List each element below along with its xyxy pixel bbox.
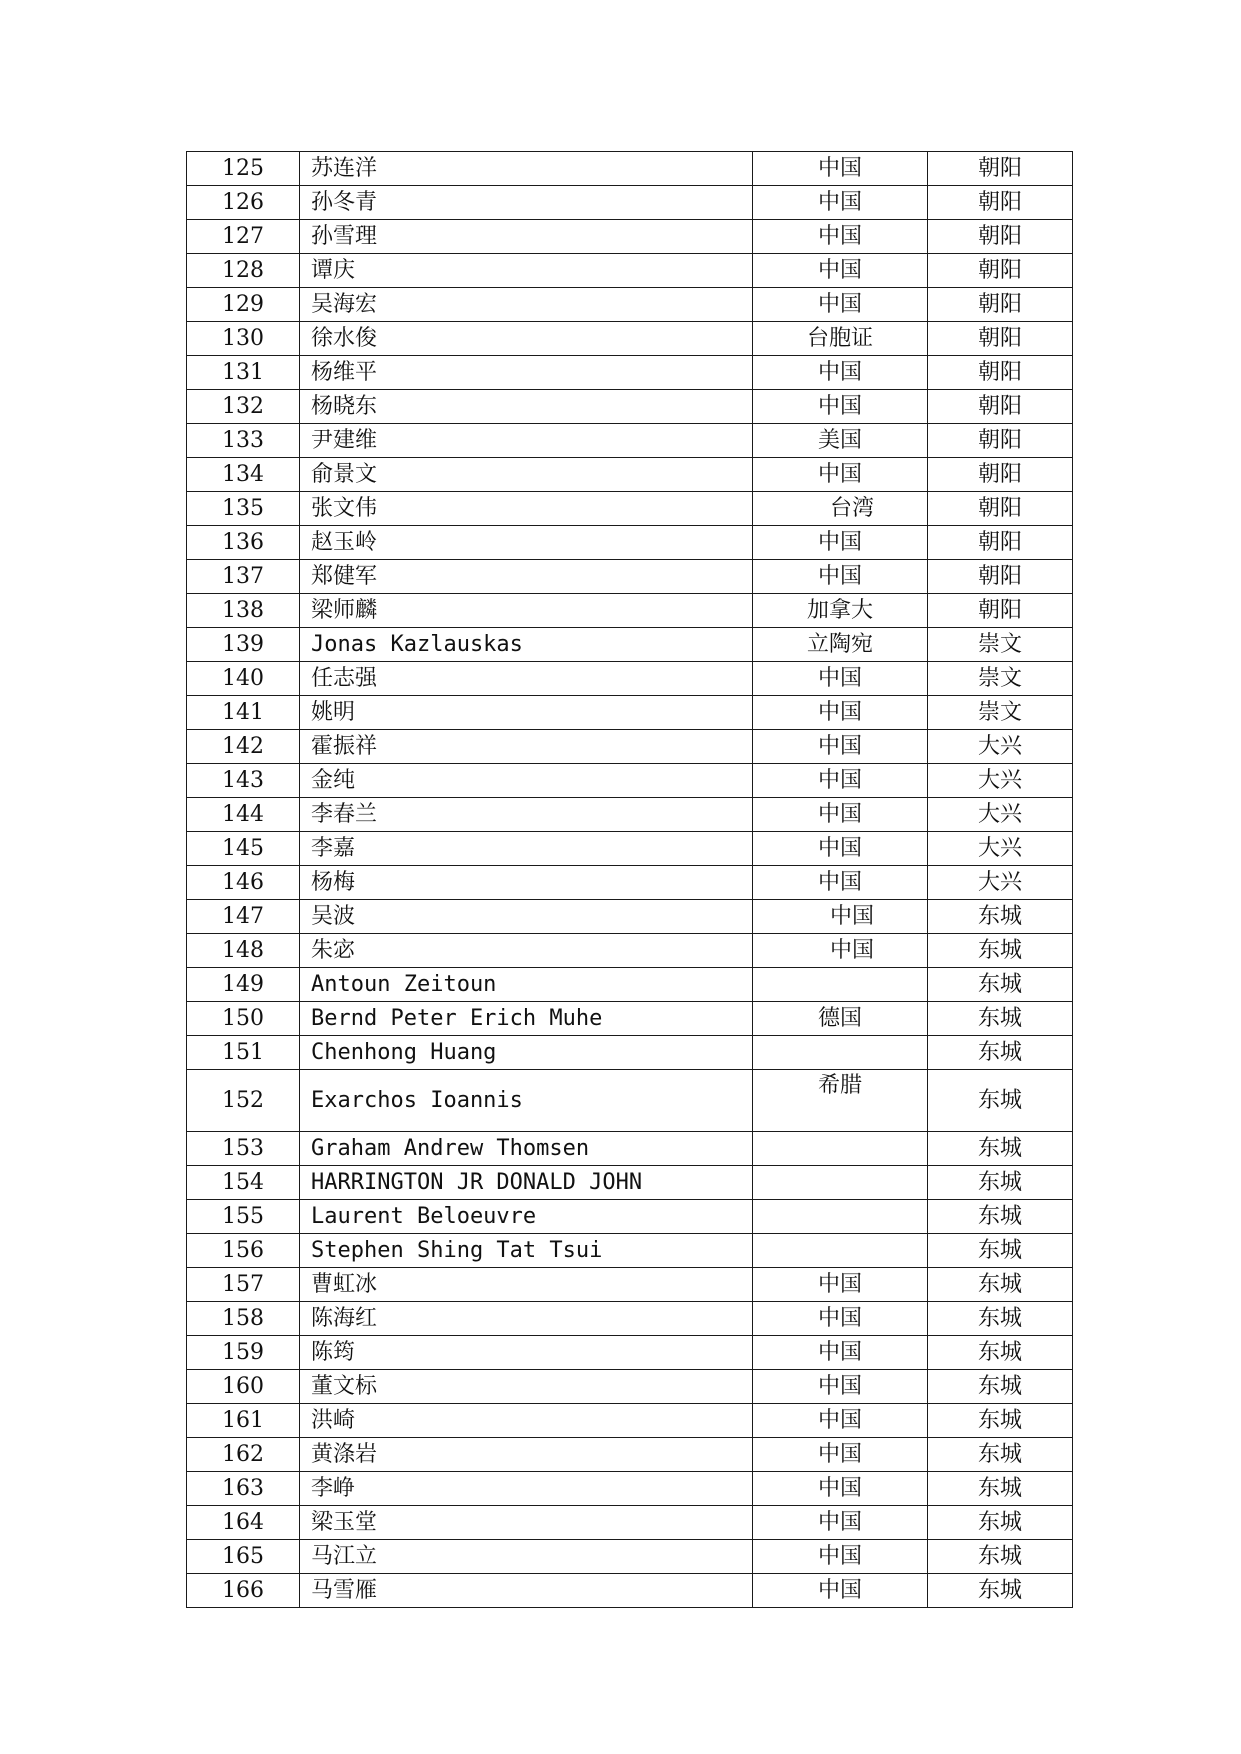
person-name-cell: 任志强 — [300, 662, 753, 696]
district-cell: 东城 — [928, 1438, 1073, 1472]
roster-table — [186, 151, 1073, 1608]
table-row — [187, 968, 1073, 1002]
person-name-cell: 杨梅 — [300, 866, 753, 900]
district-cell: 大兴 — [928, 798, 1073, 832]
district-cell: 朝阳 — [928, 152, 1073, 186]
person-name-cell: 孙冬青 — [300, 186, 753, 220]
country-cell: 中国 — [753, 186, 928, 220]
country-cell: 中国 — [753, 1540, 928, 1574]
country-cell — [753, 1132, 928, 1166]
person-name-cell: 梁师麟 — [300, 594, 753, 628]
district-cell: 朝阳 — [928, 288, 1073, 322]
person-name-cell: 姚明 — [300, 696, 753, 730]
country-cell: 中国 — [753, 1404, 928, 1438]
district-cell: 东城 — [928, 1506, 1073, 1540]
country-cell: 中国 — [753, 220, 928, 254]
row-number-cell: 159 — [187, 1336, 300, 1370]
table-row — [187, 1268, 1073, 1302]
table-row — [187, 356, 1073, 390]
table-row — [187, 254, 1073, 288]
person-name-cell: 吴海宏 — [300, 288, 753, 322]
country-cell — [753, 1200, 928, 1234]
row-number-cell: 149 — [187, 968, 300, 1002]
person-name-cell: 朱宓 — [300, 934, 753, 968]
country-cell: 台胞证 — [753, 322, 928, 356]
row-number-cell: 155 — [187, 1200, 300, 1234]
district-cell: 东城 — [928, 1302, 1073, 1336]
person-name-cell: 徐水俊 — [300, 322, 753, 356]
table-row — [187, 1472, 1073, 1506]
row-number-cell: 163 — [187, 1472, 300, 1506]
person-name-cell: Graham Andrew Thomsen — [300, 1132, 753, 1166]
roster-table-body — [187, 152, 1073, 1608]
district-cell: 朝阳 — [928, 424, 1073, 458]
district-cell: 崇文 — [928, 628, 1073, 662]
person-name-cell: 陈筠 — [300, 1336, 753, 1370]
country-cell: 中国 — [753, 1268, 928, 1302]
district-cell: 东城 — [928, 1200, 1073, 1234]
person-name-cell: 杨晓东 — [300, 390, 753, 424]
person-name-cell: 梁玉堂 — [300, 1506, 753, 1540]
row-number-cell: 140 — [187, 662, 300, 696]
row-number-cell: 145 — [187, 832, 300, 866]
country-cell: 中国 — [753, 560, 928, 594]
country-cell: 中国 — [753, 288, 928, 322]
district-cell: 东城 — [928, 900, 1073, 934]
person-name-cell: Stephen Shing Tat Tsui — [300, 1234, 753, 1268]
district-cell: 崇文 — [928, 662, 1073, 696]
table-row — [187, 1070, 1073, 1132]
district-cell: 大兴 — [928, 832, 1073, 866]
row-number-cell: 161 — [187, 1404, 300, 1438]
row-number-cell: 129 — [187, 288, 300, 322]
country-cell: 中国 — [753, 458, 928, 492]
district-cell: 东城 — [928, 1268, 1073, 1302]
person-name-cell: Laurent Beloeuvre — [300, 1200, 753, 1234]
country-cell: 中国 — [753, 934, 928, 968]
table-row — [187, 1302, 1073, 1336]
district-cell: 朝阳 — [928, 458, 1073, 492]
country-cell: 中国 — [753, 254, 928, 288]
country-cell: 中国 — [753, 730, 928, 764]
row-number-cell: 131 — [187, 356, 300, 390]
person-name-cell: 尹建维 — [300, 424, 753, 458]
country-cell — [753, 968, 928, 1002]
table-row — [187, 866, 1073, 900]
table-row — [187, 186, 1073, 220]
table-row — [187, 1166, 1073, 1200]
table-row — [187, 832, 1073, 866]
row-number-cell: 151 — [187, 1036, 300, 1070]
table-row — [187, 594, 1073, 628]
country-cell: 中国 — [753, 1302, 928, 1336]
table-row — [187, 1336, 1073, 1370]
district-cell: 崇文 — [928, 696, 1073, 730]
country-cell — [753, 1166, 928, 1200]
table-row — [187, 696, 1073, 730]
country-cell: 台湾 — [753, 492, 928, 526]
row-number-cell: 152 — [187, 1070, 300, 1132]
country-cell: 中国 — [753, 152, 928, 186]
table-row — [187, 1036, 1073, 1070]
country-cell: 中国 — [753, 1506, 928, 1540]
district-cell: 朝阳 — [928, 186, 1073, 220]
country-cell: 美国 — [753, 424, 928, 458]
person-name-cell: 郑健军 — [300, 560, 753, 594]
table-row — [187, 322, 1073, 356]
row-number-cell: 139 — [187, 628, 300, 662]
table-row — [187, 1438, 1073, 1472]
table-row — [187, 1574, 1073, 1608]
person-name-cell: HARRINGTON JR DONALD JOHN — [300, 1166, 753, 1200]
district-cell: 朝阳 — [928, 526, 1073, 560]
row-number-cell: 158 — [187, 1302, 300, 1336]
person-name-cell: 杨维平 — [300, 356, 753, 390]
table-row — [187, 288, 1073, 322]
row-number-cell: 136 — [187, 526, 300, 560]
district-cell: 东城 — [928, 968, 1073, 1002]
district-cell: 朝阳 — [928, 492, 1073, 526]
row-number-cell: 150 — [187, 1002, 300, 1036]
table-row — [187, 1404, 1073, 1438]
country-cell: 中国 — [753, 798, 928, 832]
row-number-cell: 146 — [187, 866, 300, 900]
table-row — [187, 1540, 1073, 1574]
country-cell: 中国 — [753, 390, 928, 424]
district-cell: 朝阳 — [928, 322, 1073, 356]
country-cell: 中国 — [753, 1438, 928, 1472]
country-cell: 中国 — [753, 662, 928, 696]
row-number-cell: 164 — [187, 1506, 300, 1540]
person-name-cell: 曹虹冰 — [300, 1268, 753, 1302]
person-name-cell: 董文标 — [300, 1370, 753, 1404]
country-cell: 中国 — [753, 832, 928, 866]
district-cell: 朝阳 — [928, 594, 1073, 628]
district-cell: 东城 — [928, 1540, 1073, 1574]
country-cell: 中国 — [753, 1370, 928, 1404]
row-number-cell: 160 — [187, 1370, 300, 1404]
country-cell — [753, 1234, 928, 1268]
person-name-cell: 吴波 — [300, 900, 753, 934]
country-cell: 中国 — [753, 866, 928, 900]
district-cell: 东城 — [928, 1472, 1073, 1506]
country-cell — [753, 1036, 928, 1070]
table-row — [187, 628, 1073, 662]
person-name-cell: 马雪雁 — [300, 1574, 753, 1608]
table-row — [187, 662, 1073, 696]
person-name-cell: 金纯 — [300, 764, 753, 798]
table-row — [187, 220, 1073, 254]
person-name-cell: 洪崎 — [300, 1404, 753, 1438]
row-number-cell: 138 — [187, 594, 300, 628]
person-name-cell: Jonas Kazlauskas — [300, 628, 753, 662]
row-number-cell: 141 — [187, 696, 300, 730]
person-name-cell: 黄涤岩 — [300, 1438, 753, 1472]
table-row — [187, 1132, 1073, 1166]
district-cell: 朝阳 — [928, 220, 1073, 254]
district-cell: 东城 — [928, 934, 1073, 968]
district-cell: 朝阳 — [928, 560, 1073, 594]
district-cell: 东城 — [928, 1070, 1073, 1132]
person-name-cell: 孙雪理 — [300, 220, 753, 254]
table-row — [187, 1002, 1073, 1036]
country-cell: 加拿大 — [753, 594, 928, 628]
district-cell: 朝阳 — [928, 254, 1073, 288]
person-name-cell: 马江立 — [300, 1540, 753, 1574]
district-cell: 东城 — [928, 1002, 1073, 1036]
row-number-cell: 153 — [187, 1132, 300, 1166]
person-name-cell: 苏连洋 — [300, 152, 753, 186]
table-row — [187, 1506, 1073, 1540]
country-cell: 中国 — [753, 696, 928, 730]
row-number-cell: 143 — [187, 764, 300, 798]
table-row — [187, 900, 1073, 934]
row-number-cell: 166 — [187, 1574, 300, 1608]
table-row — [187, 730, 1073, 764]
table-row — [187, 390, 1073, 424]
person-name-cell: 陈海红 — [300, 1302, 753, 1336]
row-number-cell: 154 — [187, 1166, 300, 1200]
row-number-cell: 130 — [187, 322, 300, 356]
person-name-cell: Antoun Zeitoun — [300, 968, 753, 1002]
district-cell: 东城 — [928, 1166, 1073, 1200]
person-name-cell: Chenhong Huang — [300, 1036, 753, 1070]
country-cell: 中国 — [753, 356, 928, 390]
country-cell: 中国 — [753, 1472, 928, 1506]
row-number-cell: 132 — [187, 390, 300, 424]
table-row — [187, 458, 1073, 492]
row-number-cell: 135 — [187, 492, 300, 526]
district-cell: 大兴 — [928, 866, 1073, 900]
row-number-cell: 142 — [187, 730, 300, 764]
table-row — [187, 424, 1073, 458]
table-row — [187, 152, 1073, 186]
row-number-cell: 127 — [187, 220, 300, 254]
district-cell: 东城 — [928, 1132, 1073, 1166]
country-cell: 立陶宛 — [753, 628, 928, 662]
row-number-cell: 165 — [187, 1540, 300, 1574]
person-name-cell: 俞景文 — [300, 458, 753, 492]
district-cell: 东城 — [928, 1574, 1073, 1608]
person-name-cell: 李嘉 — [300, 832, 753, 866]
person-name-cell: 李春兰 — [300, 798, 753, 832]
row-number-cell: 128 — [187, 254, 300, 288]
table-row — [187, 798, 1073, 832]
country-cell: 德国 — [753, 1002, 928, 1036]
district-cell: 大兴 — [928, 730, 1073, 764]
country-cell: 中国 — [753, 764, 928, 798]
person-name-cell: 谭庆 — [300, 254, 753, 288]
person-name-cell: 霍振祥 — [300, 730, 753, 764]
district-cell: 东城 — [928, 1234, 1073, 1268]
country-cell: 希腊 — [753, 1070, 928, 1132]
district-cell: 东城 — [928, 1036, 1073, 1070]
row-number-cell: 126 — [187, 186, 300, 220]
district-cell: 朝阳 — [928, 390, 1073, 424]
row-number-cell: 162 — [187, 1438, 300, 1472]
row-number-cell: 148 — [187, 934, 300, 968]
row-number-cell: 137 — [187, 560, 300, 594]
district-cell: 大兴 — [928, 764, 1073, 798]
table-row — [187, 492, 1073, 526]
person-name-cell: 李峥 — [300, 1472, 753, 1506]
table-row — [187, 1200, 1073, 1234]
row-number-cell: 147 — [187, 900, 300, 934]
person-name-cell: 赵玉岭 — [300, 526, 753, 560]
country-cell: 中国 — [753, 1336, 928, 1370]
table-row — [187, 560, 1073, 594]
person-name-cell: Bernd Peter Erich Muhe — [300, 1002, 753, 1036]
country-cell: 中国 — [753, 526, 928, 560]
table-row — [187, 934, 1073, 968]
row-number-cell: 156 — [187, 1234, 300, 1268]
row-number-cell: 133 — [187, 424, 300, 458]
table-row — [187, 526, 1073, 560]
row-number-cell: 134 — [187, 458, 300, 492]
row-number-cell: 157 — [187, 1268, 300, 1302]
district-cell: 朝阳 — [928, 356, 1073, 390]
table-row — [187, 1370, 1073, 1404]
person-name-cell: Exarchos Ioannis — [300, 1070, 753, 1132]
table-row — [187, 1234, 1073, 1268]
district-cell: 东城 — [928, 1336, 1073, 1370]
row-number-cell: 144 — [187, 798, 300, 832]
person-name-cell: 张文伟 — [300, 492, 753, 526]
district-cell: 东城 — [928, 1404, 1073, 1438]
country-cell: 中国 — [753, 1574, 928, 1608]
row-number-cell: 125 — [187, 152, 300, 186]
table-row — [187, 764, 1073, 798]
country-cell: 中国 — [753, 900, 928, 934]
district-cell: 东城 — [928, 1370, 1073, 1404]
